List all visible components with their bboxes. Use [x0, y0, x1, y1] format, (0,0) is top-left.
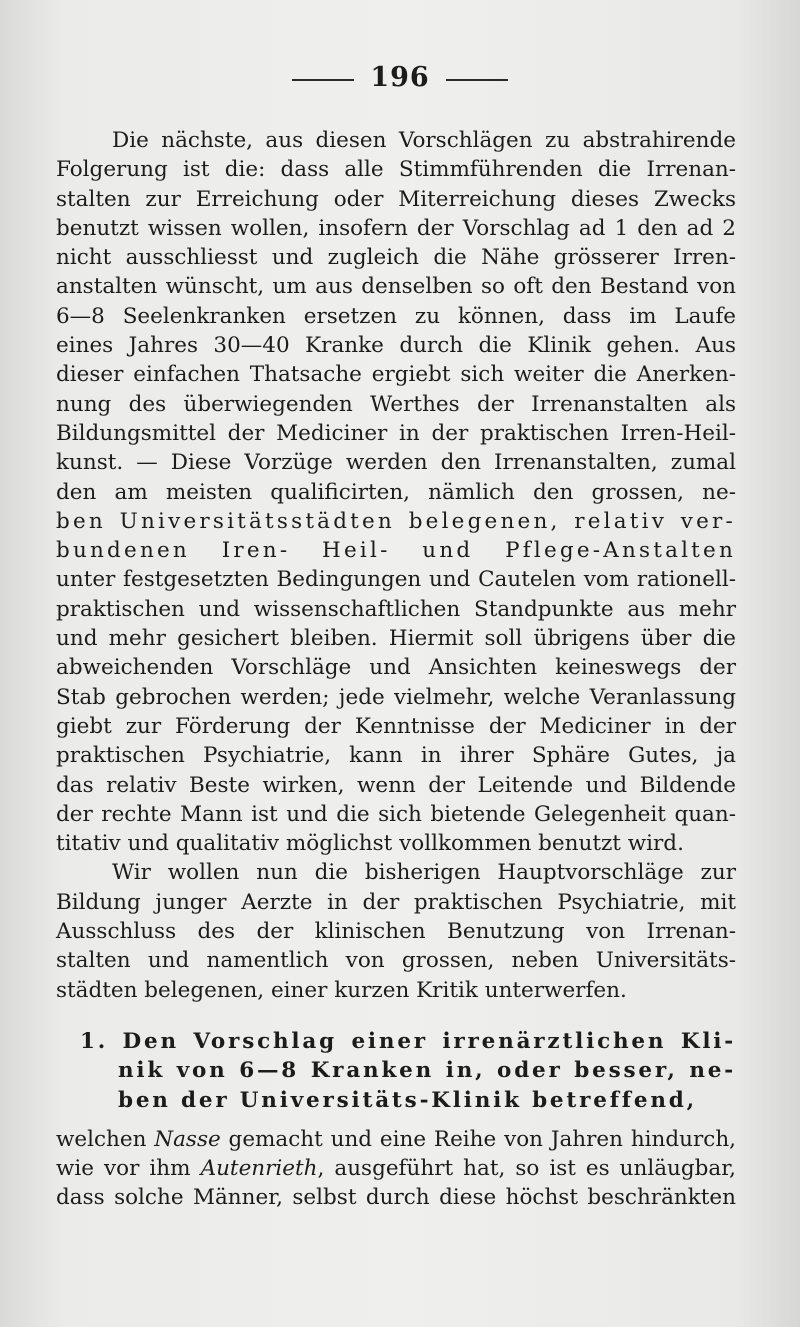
text-line: eines Jahres 30—40 Kranke durch die Klinik gehen. Aus [56, 333, 736, 359]
text-line: 6—8 Seelenkranken ersetzen zu können, dass im Laufe [56, 303, 736, 329]
paragraph-2 [56, 858, 736, 1004]
header-rule-right [446, 79, 508, 81]
text-line: giebt zur Förderung der Kenntnisse der Mediciner in der [56, 713, 736, 739]
text-line: dass solche Männer, selbst durch diese höchst beschränkten [56, 1185, 736, 1211]
paragraph-3 [56, 1125, 736, 1213]
text-line: ben Universitätsstädten belegenen, relativ ver- [56, 508, 736, 534]
heading-line: ben der Universitäts-Klinik betreffend, [118, 1087, 697, 1113]
paragraph-1 [56, 126, 736, 858]
text-segment: , ausgeführt hat, so ist es unläugbar, [317, 1156, 736, 1182]
text-segment: wie vor ihm [56, 1156, 201, 1182]
text-line: abweichenden Vorschläge und Ansichten keineswegs der [56, 655, 736, 681]
text-line: Wir wollen nun die bisherigen Hauptvorschläge zur [112, 860, 736, 886]
text-line: Die nächste, aus diesen Vorschlägen zu abstrahirende [112, 128, 736, 153]
text-segment: welchen [56, 1126, 155, 1152]
text-line: dieser einfachen Thatsache ergiebt sich weiter die Anerken- [56, 362, 736, 388]
author-name-nasse: Nasse [154, 1126, 221, 1152]
heading-line: 1. Den Vorschlag einer irrenärztlichen Kli- [80, 1028, 736, 1054]
text-line: anstalten wünscht, um aus denselben so oft den Bestand von [56, 274, 736, 300]
text-line: unter festgesetzten Bedingungen und Cautelen vom rationell- [56, 567, 736, 593]
heading-line: nik von 6—8 Kranken in, oder besser, ne- [118, 1058, 736, 1084]
text-line: kunst. — Diese Vorzüge werden den Irrenanstalten, zumal [56, 450, 736, 476]
text-line [56, 1125, 736, 1154]
text-line: Ausschluss des der klinischen Benutzung von Irrenan- [56, 919, 736, 945]
text-line: praktischen und wissenschaftlichen Standpunkte aus mehr [56, 596, 736, 622]
author-name-autenrieth: Autenrieth [200, 1156, 318, 1182]
text-line: Bildungsmittel der Mediciner in der praktischen Irren-Heil- [56, 420, 736, 446]
header-rule-left [292, 79, 354, 81]
text-line: stalten zur Erreichung oder Miterreichung dieses Zwecks [56, 186, 736, 212]
body-text [56, 126, 736, 1213]
text-line: titativ und qualitativ möglichst vollkommen benutzt wird. [56, 831, 684, 857]
text-line: bundenen Iren- Heil- und Pflege-Anstalten [56, 538, 736, 564]
text-line: der rechte Mann ist und die sich bietende Gelegenheit quan- [56, 801, 736, 827]
text-line: praktischen Psychiatrie, kann in ihrer Sphäre Gutes, ja [56, 743, 736, 769]
section-heading [56, 1027, 736, 1115]
text-line: benutzt wissen wollen, insofern der Vorschlag ad 1 den ad 2 [56, 215, 736, 241]
text-line: Folgerung ist die: dass alle Stimmführenden die Irrenan- [56, 157, 736, 183]
text-line: den am meisten qualificirten, nämlich den grossen, ne- [56, 479, 736, 505]
text-line: Bildung junger Aerzte in der praktischen Psychiatrie, mit [56, 889, 736, 915]
text-line: das relativ Beste wirken, wenn der Leitende und Bildende [56, 772, 736, 798]
text-line: und mehr gesichert bleiben. Hiermit soll übrigens über die [56, 626, 736, 652]
text-line: städten belegenen, einer kurzen Kritik unterwerfen. [56, 977, 627, 1003]
text-line: stalten und namentlich von grossen, neben Universitäts- [56, 948, 736, 974]
text-line: Stab gebrochen werden; jede vielmehr, welche Veranlassung [56, 684, 736, 710]
page-header [0, 62, 800, 93]
text-line: nicht ausschliesst und zugleich die Nähe grösserer Irren- [56, 245, 736, 271]
text-line: nung des überwiegenden Werthes der Irrenanstalten als [56, 391, 736, 417]
text-line [56, 1154, 736, 1183]
page-number: 196 [370, 62, 430, 93]
text-segment: gemacht und eine Reihe von Jahren hindurch, [220, 1126, 736, 1152]
